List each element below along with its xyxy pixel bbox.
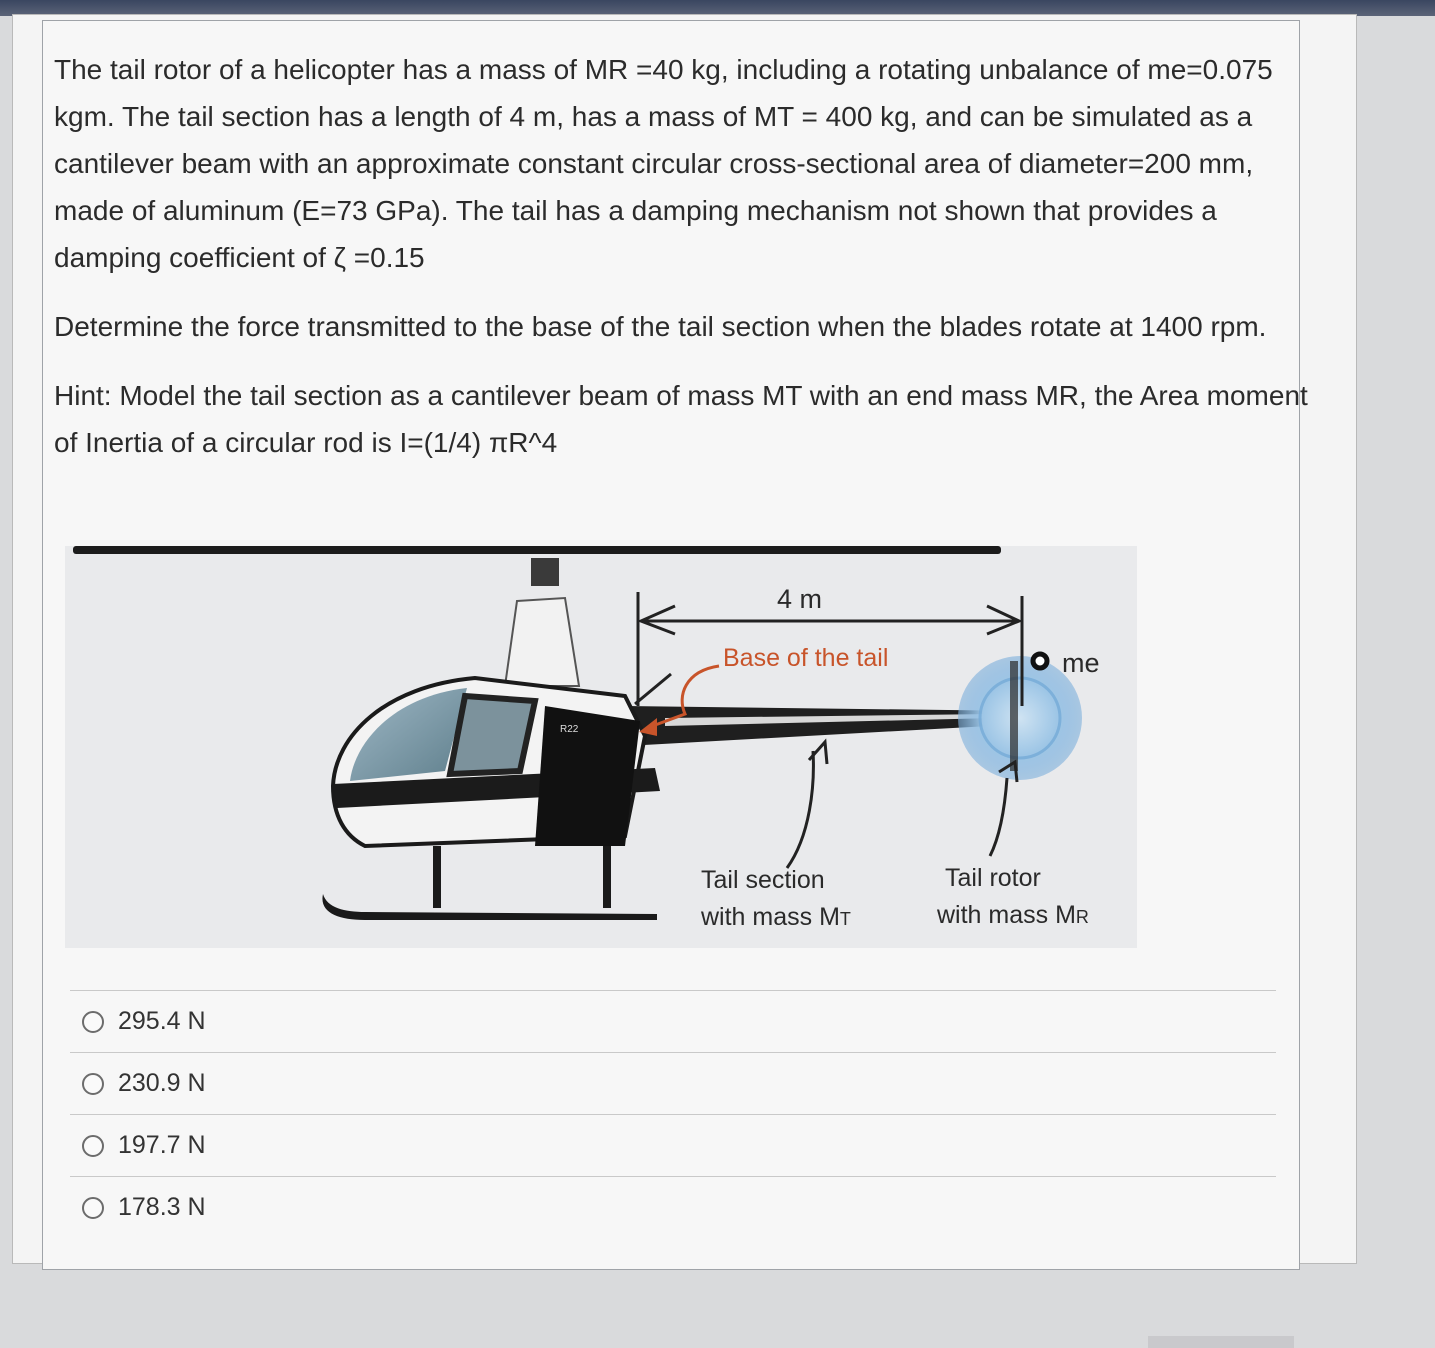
tail-rotor-line1: Tail rotor (945, 864, 1041, 892)
tail-section-subscript: T (839, 909, 851, 929)
answer-option-label: 230.9 N (118, 1069, 206, 1097)
question-text (54, 46, 1314, 466)
tail-section-arrow (787, 751, 813, 868)
answer-option[interactable] (70, 990, 1276, 1052)
question-paragraph-2: Determine the force transmitted to the base of the tail section when the blades rotate at 1400 rpm. (54, 311, 1267, 342)
radio-button[interactable] (82, 1073, 104, 1095)
mast-fairing (505, 598, 579, 686)
answer-option-label: 197.7 N (118, 1131, 206, 1159)
radio-button[interactable] (82, 1135, 104, 1157)
answer-option-label: 295.4 N (118, 1007, 206, 1035)
answer-option[interactable] (70, 1176, 1276, 1238)
helicopter-figure (65, 546, 1137, 948)
tail-rotor-label (937, 864, 1089, 930)
unbalance-mass-dot (1033, 654, 1047, 668)
tail-rotor-arrow (990, 778, 1007, 856)
length-label: 4 m (777, 584, 823, 614)
tail-rotor-line2: with mass M (937, 901, 1076, 929)
tail-section-line1: Tail section (701, 866, 825, 894)
side-window (450, 696, 535, 774)
unbalance-label: me (1062, 648, 1100, 678)
bottom-button-edge (1148, 1336, 1294, 1348)
answer-option[interactable] (70, 1114, 1276, 1176)
tail-section-line2: with mass M (701, 903, 840, 931)
base-of-tail-label: Base of the tail (723, 644, 889, 672)
question-paragraph-1: The tail rotor of a helicopter has a mass of MR =40 kg, including a rotating unbalance of me=0.075 kgm. The tail section has a length of 4 m, has a mass of MT = 400 kg, and can be simulated as a cantilever beam with an approximate constant circular cross-sectional area of diameter=200 mm, made of aluminum (E=73 GPa). The tail has a damping mechanism not shown that provides a damping coefficient of ζ =0.15 (54, 54, 1273, 273)
answer-option[interactable] (70, 1052, 1276, 1114)
answer-options (70, 990, 1276, 1238)
radio-button[interactable] (82, 1197, 104, 1219)
main-rotor-blade (73, 546, 1001, 554)
engine-bay (535, 706, 640, 846)
tail-rotor-subscript: R (1075, 907, 1089, 927)
answer-option-label: 178.3 N (118, 1193, 206, 1221)
tail-section-label (701, 866, 851, 932)
fuselage-logo: R22 (560, 724, 579, 735)
question-hint: Hint: Model the tail section as a cantilever beam of mass MT with an end mass MR, the Area moment of Inertia of a circular rod is I=(1/4) πR^4 (54, 380, 1308, 458)
rotor-hub (531, 558, 559, 586)
radio-button[interactable] (82, 1011, 104, 1033)
